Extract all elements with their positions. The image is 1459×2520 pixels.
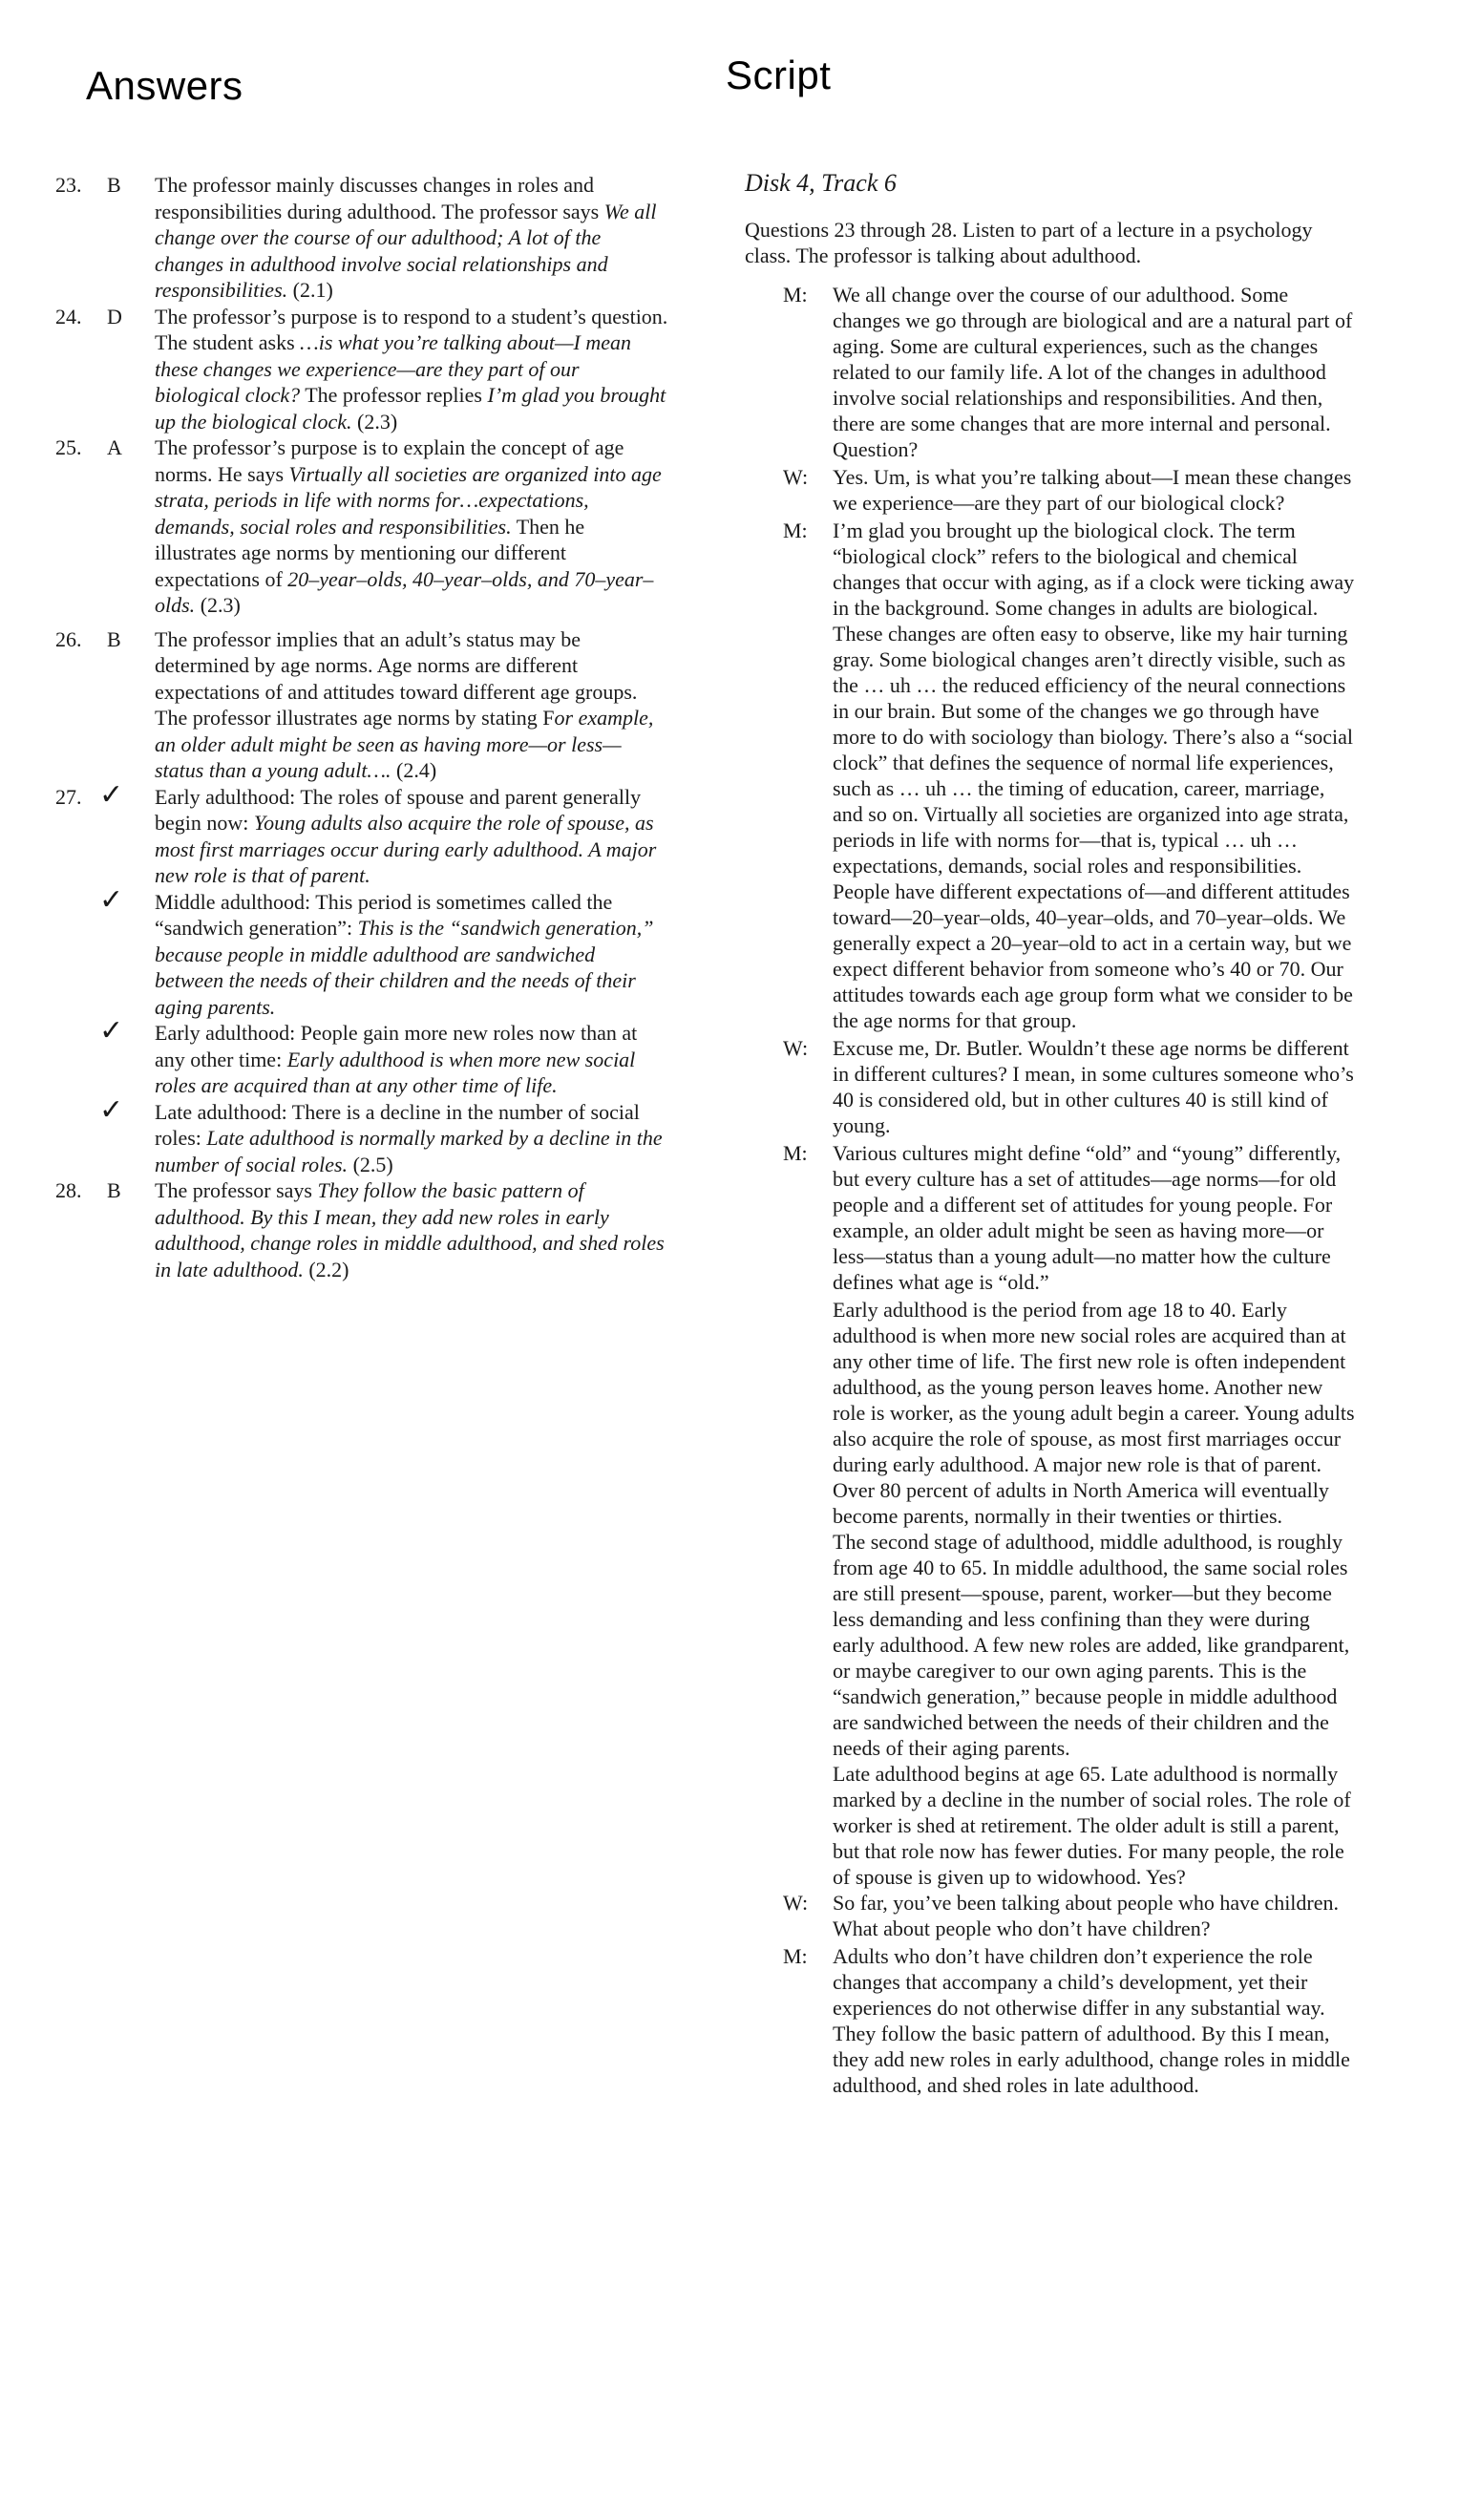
answer-explanation: Middle adulthood: This period is sometimes called the “sandwich generation”: This is the “sandwich generation,” because people in middle adulthood are sandwiched between the needs of their children and the needs of their aging parents. (155, 889, 654, 1019)
answer-explanation: The professor mainly discusses changes in roles and responsibilities during adulthood. The professor says We all change over the course of our adulthood; A lot of the changes in adulthood involve social relationships and responsibilities. (2.1) (155, 173, 657, 302)
answer-explanation: The professor’s purpose is to respond to a student’s question. The student asks …is what you’re talking about—I mean these changes we experience—are they part of our biological clock? The professor replies I’m glad you brought up the biological clock. (2.3) (155, 304, 668, 434)
script-turn (745, 1140, 1356, 1295)
answer-number: 26. (55, 626, 82, 651)
script-turn (745, 518, 1356, 1033)
answer-letter: A (107, 435, 122, 459)
turn-text: The second stage of adulthood, middle adulthood, is roughly from age 40 to 65. In middle adulthood, the same social roles are still present—spouse, parent, worker—but they become less demanding and less confining than they were during early adulthood. A few new roles are added, like grandparent, or maybe caregiver to our own aging parents. This is the “sandwich generation,” because people in middle adulthood are sandwiched between the needs of their children and the needs of their aging parents. (833, 1530, 1350, 1760)
script-heading: Script (726, 53, 832, 97)
answer-item (38, 777, 668, 889)
turn-text: Excuse me, Dr. Butler. Wouldn’t these age norms be different in different cultures? I mean, in some cultures someone who’s 40 is considered old, but in other cultures 40 is still kind of young. (833, 1036, 1354, 1137)
script-turn (745, 464, 1356, 516)
answer-subitem (38, 882, 668, 1021)
answer-explanation: Late adulthood: There is a decline in the number of social roles: Late adulthood is normally marked by a decline in the number of social roles. (2.5) (155, 1099, 663, 1176)
speaker-label: W: (783, 1036, 809, 1060)
answer-item (38, 626, 668, 784)
answer-number: 25. (55, 435, 82, 459)
answer-number: 28. (55, 1178, 82, 1202)
answer-explanation: The professor says They follow the basic pattern of adulthood. By this I mean, they add new roles in early adulthood, change roles in middle adulthood, and shed roles in late adulthood. (2.2) (155, 1178, 665, 1281)
answer-letter: B (107, 626, 121, 651)
script-paragraph (745, 1297, 1356, 1529)
speaker-label: W: (783, 1891, 809, 1915)
speaker-label: M: (783, 519, 808, 542)
check-icon: ✓ (99, 1014, 124, 1048)
script-paragraph (745, 1529, 1356, 1761)
answer-letter: B (107, 1178, 121, 1202)
answer-explanation: Early adulthood: The roles of spouse and parent generally begin now: Young adults also acquire the role of spouse, as most first marriages occur during early adulthood. A major new role is that of parent. (155, 784, 657, 887)
answers-column (38, 172, 668, 1282)
speaker-label: W: (783, 465, 809, 489)
check-icon: ✓ (99, 882, 124, 917)
turn-text: Various cultures might define “old” and “young” differently, but every culture has a set of attitudes—age norms—for old people and a different set of attitudes for young people. For example, an older adult might be seen as having more—or less—status than a young adult—no matter how the culture defines what age is “old.” (833, 1141, 1342, 1294)
script-turn (745, 282, 1356, 462)
turn-text: Yes. Um, is what you’re talking about—I mean these changes we experience—are they part of our biological clock? (833, 465, 1352, 515)
speaker-label: M: (783, 1944, 808, 1968)
answer-item (38, 172, 668, 304)
answer-number: 24. (55, 304, 82, 328)
script-turn (745, 1035, 1356, 1138)
answer-subitem (38, 1092, 668, 1178)
answer-number: 27. (55, 784, 82, 809)
check-icon: ✓ (99, 1092, 124, 1127)
turn-text: We all change over the course of our adulthood. Some changes we go through are biological and are a natural part of aging. Some are cultural experiences, such as the changes related to our family life. A lot of the changes in adulthood involve social relationships and responsibilities. And then, there are some changes that are more internal and personal. Question? (833, 283, 1353, 461)
script-paragraph (745, 1761, 1356, 1890)
answer-explanation: The professor’s purpose is to explain the concept of age norms. He says Virtually all societies are organized into age strata, periods in life with norms for…expectations, demands, social roles and responsibilities. Then he illustrates age norms by mentioning our different expectations of 20–year–olds, 40–year–olds, and 70–year–olds. (2.3) (155, 435, 662, 617)
track-label: Disk 4, Track 6 (745, 169, 897, 197)
script-column (745, 170, 1356, 2100)
answer-explanation: The professor implies that an adult’s status may be determined by age norms. Age norms are different expectations of and attitudes toward different age groups. The professor illustrates age norms by stating For example, an older adult might be seen as having more—or less—status than a young adult…. (2.4) (155, 626, 654, 782)
turn-text: Late adulthood begins at age 65. Late adulthood is normally marked by a decline in the number of social roles. The role of worker is shed at retirement. The older adult is still a parent, but that role now has fewer duties. For many people, the role of spouse is given up to widowhood. Yes? (833, 1762, 1351, 1889)
answer-letter: D (107, 304, 122, 328)
speaker-label: M: (783, 283, 808, 307)
answer-item (38, 304, 668, 435)
turn-text: Adults who don’t have children don’t experience the role changes that accompany a child’s development, yet their experiences do not otherwise differ in any substantial way. They follow the basic pattern of adulthood. By this I mean, they add new roles in early adulthood, change roles in middle adulthood, and shed roles in late adulthood. (833, 1944, 1350, 2097)
script-turn (745, 1943, 1356, 2098)
script-turn (745, 1890, 1356, 1941)
answer-item (38, 434, 668, 619)
answer-subitem (38, 1014, 668, 1099)
script-intro: Questions 23 through 28. Listen to part of a lecture in a psychology class. The professor is talking about adulthood. (745, 218, 1313, 267)
answer-number: 23. (55, 173, 82, 197)
answer-letter: B (107, 173, 121, 197)
answer-item (38, 1177, 668, 1282)
turn-text: I’m glad you brought up the biological clock. The term “biological clock” refers to the biological and chemical changes that occur with aging, as if a clock were ticking away in the background. Some changes in adults are biological. These changes are often easy to observe, like my hair turning gray. Some biological changes aren’t directly visible, such as the … uh … the reduced efficiency of the neural connections in our brain. But some of the changes we go through have more to do with sociology than biology. There’s also a “social clock” that defines the sequence of normal life experiences, such as … uh … the timing of education, career, marriage, and so on. Virtually all societies are organized into age strata, periods in life with norms for—that is, typical … uh … expectations, demands, social roles and responsibilities. People have different expectations of—and different attitudes toward—20–year–olds, 40–year–olds, and 70–year–olds. We generally expect a 20–year–old to act in a certain way, but we expect different behavior from someone who’s 40 or 70. Our attitudes towards each age group form what we consider to be the age norms for that group. (833, 519, 1355, 1032)
turn-text: So far, you’ve been talking about people who have children. What about people who don’t have children? (833, 1891, 1340, 1940)
speaker-label: M: (783, 1141, 808, 1165)
turn-text: Early adulthood is the period from age 18 to 40. Early adulthood is when more new social roles are acquired than at any other time of life. The first new role is often independent adulthood, as the young person leaves home. Another new role is worker, as the young adult begin a career. Young adults also acquire the role of spouse, as most first marriages occur during early adulthood. A major new role is that of parent. Over 80 percent of adults in North America will eventually become parents, normally in their twenties or thirties. (833, 1298, 1355, 1528)
answer-explanation: Early adulthood: People gain more new roles now than at any other time: Early adulthood is when more new social roles are acquired than at any other time of life. (155, 1021, 638, 1097)
check-icon: ✓ (99, 777, 124, 812)
answers-heading: Answers (86, 63, 243, 108)
